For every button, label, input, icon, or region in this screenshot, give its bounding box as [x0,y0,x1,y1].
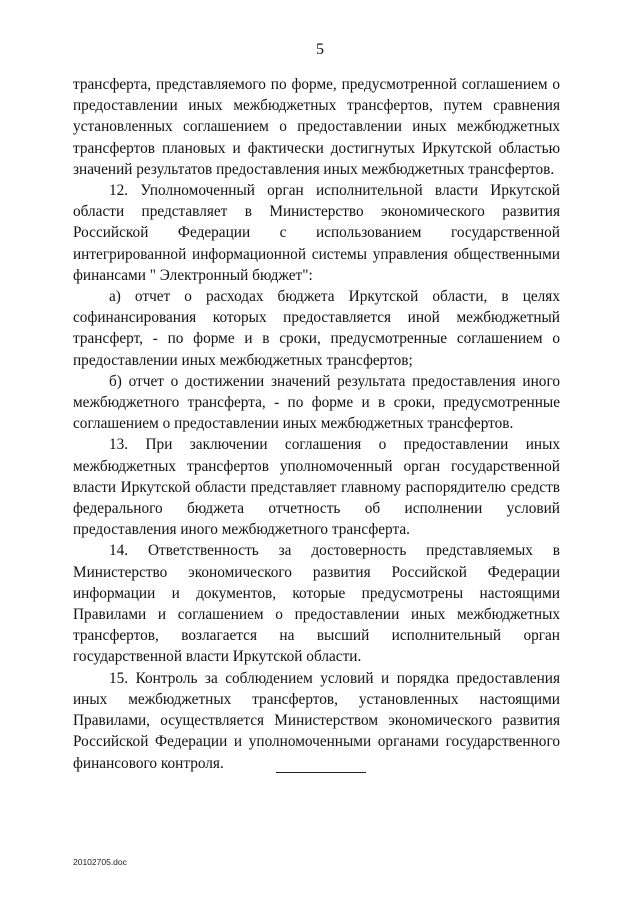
file-name: 20102705.doc [73,857,127,867]
paragraph-13: 13. При заключении соглашения о предоставлении иных межбюджетных трансфертов уполномоченный орган государственной власти Иркутской области представляет главному распорядителю средств федерального бюджета отчетность об исполнении условий предоставления иного межбюджетного трансферта. [73,436,560,539]
paragraph-12-a: а) отчет о расходах бюджета Иркутской области, в целях софинансирования которых предоставляется иной межбюджетный трансферт, - по форме и в сроки, предусмотренные соглашением о предоставлении иных межбюджетных трансфертов; [73,288,560,369]
paragraph-12-b: б) отчет о достижении значений результата предоставления иного межбюджетного трансферта, - по форме и в сроки, предусмотренные соглашением о предоставлении иных межбюджетных трансфертов. [73,372,560,433]
paragraph-15: 15. Контроль за соблюдением условий и порядка предоставления иных межбюджетных трансфертов, установленных настоящими Правилами, осуществляется Министерством экономического развития Российской Федерации и уполномоченными органами государственного финансового контроля. [73,669,560,772]
end-of-document-rule [276,772,366,773]
paragraph-12: 12. Уполномоченный орган исполнительной власти Иркутской области представляет в Министерство экономического развития Российской Федерации с использованием государственной интегрированной информационной системы управления общественными финансами " Электронный бюджет": [73,182,560,284]
page-number: 5 [316,41,324,58]
document-body [73,74,560,774]
paragraph-continuation: трансферта, представляемого по форме, предусмотренной соглашением о предоставлении иных межбюджетных трансфертов, путем сравнения установленных соглашением о предоставлении иных межбюджетных трансфертов плановых и фактически достигнутых Иркутской областью значений результатов предоставления иных межбюджетных трансфертов. [73,76,560,178]
paragraph-14: 14. Ответственность за достоверность представляемых в Министерство экономического развития Российской Федерации информации и документов, которые предусмотрены настоящими Правилами и соглашением о предоставлении иных межбюджетных трансфертов, возлагается на высший исполнительный орган государственной власти Иркутской области. [73,542,560,666]
